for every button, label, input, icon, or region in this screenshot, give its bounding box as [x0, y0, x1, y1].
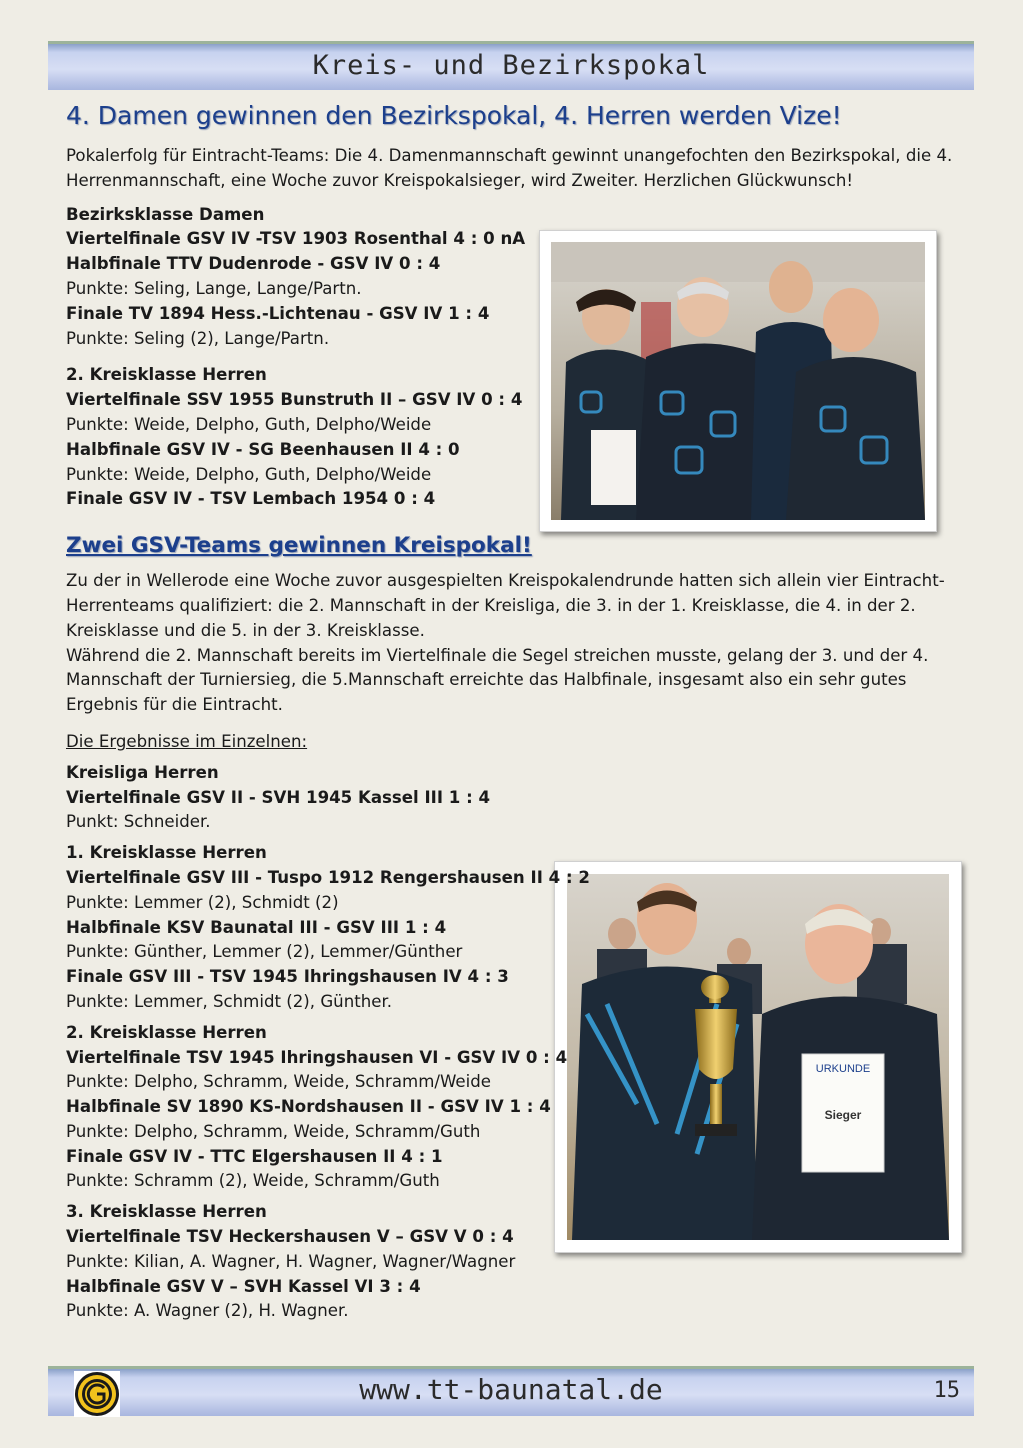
result-group-herren-2kk: [66, 363, 966, 512]
result-line: Finale GSV IV - TTC Elgershausen II 4 : 1: [66, 1146, 443, 1166]
result-line: Halbfinale GSV V – SVH Kassel VI 3 : 4: [66, 1276, 421, 1296]
result-line: Halbfinale TTV Dudenrode - GSV IV 0 : 4: [66, 254, 441, 274]
result-line: Viertelfinale GSV IV -TSV 1903 Rosenthal 4 : 0 nA: [66, 229, 526, 249]
result-line: Finale GSV IV - TSV Lembach 1954 0 : 4: [66, 489, 436, 509]
result-line: Halbfinale GSV IV - SG Beenhausen II 4 : 0: [66, 439, 460, 459]
result-line: Viertelfinale SSV 1955 Bunstruth II – GSV IV 0 : 4: [66, 390, 523, 410]
section2-intro-line-3: Kreisklasse und die 5. in der 3. Kreisklasse.: [66, 620, 425, 640]
section2-intro-line-5: Mannschaft der Turniersieg, die 5.Mannschaft erreichte das Halbfinale, insgesamt also ein sehr gutes: [66, 670, 907, 690]
group-heading: Kreisliga Herren: [66, 762, 219, 782]
group-heading: 3. Kreisklasse Herren: [66, 1202, 267, 1222]
points-line: Punkte: Günther, Lemmer (2), Lemmer/Günther: [66, 942, 463, 962]
result-group-damen: [66, 203, 966, 352]
points-line: Punkte: Schramm (2), Weide, Schramm/Guth: [66, 1171, 440, 1191]
result-group-3kk: [66, 1200, 966, 1324]
result-line: Finale GSV III - TSV 1945 Ihringshausen IV 4 : 3: [66, 967, 509, 987]
section1-intro-line-1: Pokalerfolg für Eintracht-Teams: Die 4. Damenmannschaft gewinnt unangefochten den Bezirkspokal, die 4.: [66, 146, 953, 165]
certificate-title: URKUNDE: [815, 1063, 871, 1075]
result-line: Halbfinale KSV Baunatal III - GSV III 1 : 4: [66, 917, 447, 937]
footer-bar: [48, 1366, 974, 1416]
points-line: Punkte: Seling (2), Lange/Partn.: [66, 328, 330, 348]
certificate-word: Sieger: [824, 1108, 862, 1122]
group-heading: 2. Kreisklasse Herren: [66, 365, 267, 385]
points-line: Punkte: Delpho, Schramm, Weide, Schramm/Guth: [66, 1121, 481, 1141]
result-group-2kk: [66, 1021, 966, 1195]
group-heading: Bezirksklasse Damen: [66, 204, 265, 224]
points-line: Punkte: Weide, Delpho, Guth, Delpho/Weide: [66, 414, 432, 434]
section2-intro-line-1: Zu der in Wellerode eine Woche zuvor ausgespielten Kreispokalendrunde hatten sich allein vier Eintracht-: [66, 571, 945, 591]
section1-title: 4. Damen gewinnen den Bezirkspokal, 4. Herren werden Vize!: [66, 101, 842, 130]
result-line: Viertelfinale TSV Heckershausen V – GSV V 0 : 4: [66, 1227, 514, 1247]
result-group-1kk: [66, 841, 966, 1015]
points-line: Punkte: Lemmer, Schmidt (2), Günther.: [66, 991, 393, 1011]
points-line: Punkte: A. Wagner (2), H. Wagner.: [66, 1301, 349, 1321]
result-line: Viertelfinale GSV II - SVH 1945 Kassel III 1 : 4: [66, 787, 491, 807]
result-group-kreisliga: [66, 761, 966, 835]
header-bar: [48, 41, 974, 90]
section1-intro-line-2: Herrenmannschaft, eine Woche zuvor Kreispokalsieger, wird Zweiter. Herzlichen Glückwunsch!: [66, 170, 854, 190]
section2-intro-line-4: Während die 2. Mannschaft bereits im Viertelfinale die Segel streichen musste, gelang der 3. und der 4.: [66, 645, 929, 665]
main-content: [66, 100, 966, 1324]
footer-url[interactable]: www.tt-baunatal.de: [359, 1373, 663, 1406]
points-line: Punkte: Weide, Delpho, Guth, Delpho/Weide: [66, 464, 432, 484]
section2-intro-line-6: Ergebnis für die Eintracht.: [66, 695, 283, 715]
section2-title: Zwei GSV-Teams gewinnen Kreispokal!: [66, 533, 532, 559]
header-title: Kreis- und Bezirkspokal: [312, 50, 710, 81]
result-line: Viertelfinale TSV 1945 Ihringshausen VI - GSV IV 0 : 4: [66, 1047, 568, 1067]
points-line: Punkte: Kilian, A. Wagner, H. Wagner, Wagner/Wagner: [66, 1251, 516, 1271]
result-line: Halbfinale SV 1890 KS-Nordshausen II - GSV IV 1 : 4: [66, 1097, 551, 1117]
points-line: Punkt: Schneider.: [66, 812, 211, 832]
points-line: Punkte: Seling, Lange, Lange/Partn.: [66, 278, 362, 298]
group-heading: 1. Kreisklasse Herren: [66, 843, 267, 863]
result-line: Finale TV 1894 Hess.-Lichtenau - GSV IV 1 : 4: [66, 303, 490, 323]
results-heading: Die Ergebnisse im Einzelnen:: [66, 731, 308, 751]
section2-intro-line-2: Herrenteams qualifiziert: die 2. Mannschaft in der Kreisliga, die 3. in der 1. Kreisklasse, die 4. in der 2.: [66, 595, 916, 615]
points-line: Punkte: Lemmer (2), Schmidt (2): [66, 892, 339, 912]
points-line: Punkte: Delpho, Schramm, Weide, Schramm/Weide: [66, 1072, 491, 1092]
page-number: 15: [933, 1378, 960, 1403]
group-heading: 2. Kreisklasse Herren: [66, 1022, 267, 1042]
result-line: Viertelfinale GSV III - Tuspo 1912 Rengershausen II 4 : 2: [66, 867, 590, 887]
